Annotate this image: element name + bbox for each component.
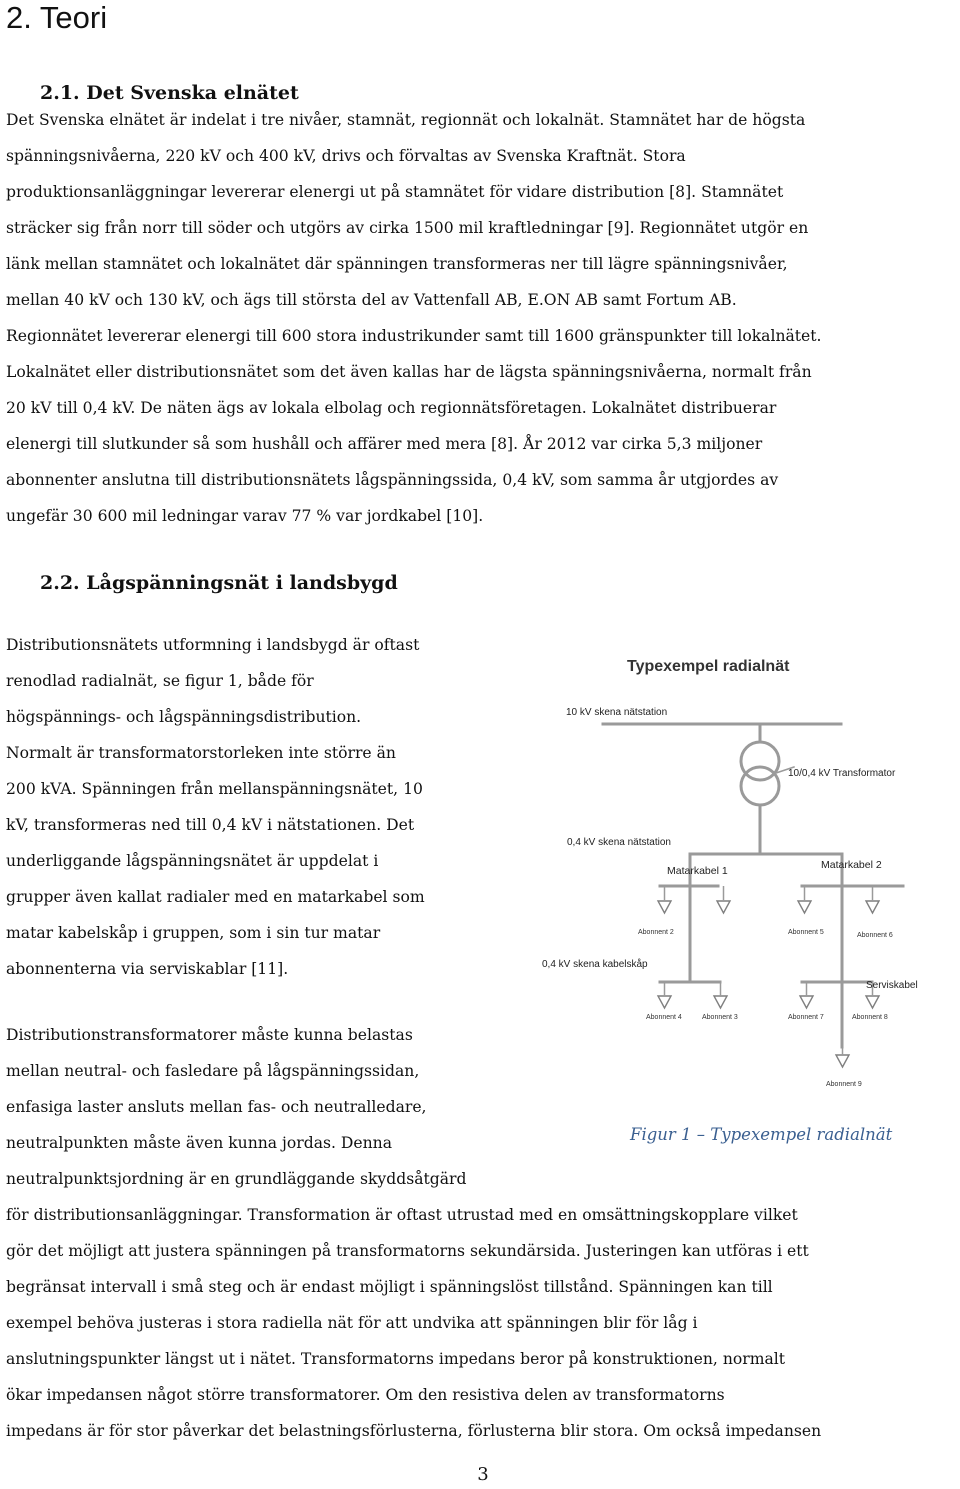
section-2-2-paragraph-1 — [6, 627, 425, 987]
label-subscriber-2: Abonnent 2 — [638, 929, 674, 936]
section-2-2-paragraph-3 — [6, 1197, 821, 1449]
text-line: exempel behöva justeras i stora radiella nät för att undvika att spänningen blir för låg i — [6, 1314, 698, 1332]
text-line: Regionnätet levererar elenergi till 600 stora industrikunder samt till 1600 gränspunkter till lokalnätet. — [6, 327, 822, 345]
text-line: produktionsanläggningar levererar elenergi ut på stamnätet för vidare distribution [8]. Stamnätet — [6, 183, 784, 201]
text-line: grupper även kallat radialer med en matarkabel som — [6, 888, 425, 906]
text-line: neutralpunktsjordning är en grundläggande skyddsåtgärd — [6, 1170, 467, 1188]
text-line: länk mellan stamnätet och lokalnätet där spänningen transformeras ner till lägre spänningsnivåer, — [6, 255, 788, 273]
figure-caption: Figur 1 – Typexempel radialnät — [630, 1125, 893, 1144]
text-line: högspännings- och lågspänningsdistribution. — [6, 708, 362, 726]
text-line: abonnenterna via serviskablar [11]. — [6, 960, 289, 978]
subscriber-6-icon — [866, 901, 879, 913]
text-line: underliggande lågspänningsnätet är uppdelat i — [6, 852, 379, 870]
subscriber-9-icon — [836, 1055, 849, 1067]
text-line: Distributionstransformatorer måste kunna belastas — [6, 1026, 413, 1044]
radial-network-diagram — [540, 645, 960, 1155]
text-line: renodlad radialnät, se figur 1, både för — [6, 672, 314, 690]
label-service-cable: Serviskabel — [866, 980, 918, 991]
text-line: anslutningspunkter längst ut i nätet. Transformatorns impedans beror på konstruktionen, normalt — [6, 1350, 786, 1368]
text-line: impedans är för stor påverkar det belastningsförlusterna, förlusterna blir stora. Om också impedansen — [6, 1422, 822, 1440]
subscriber-7-icon — [800, 996, 813, 1008]
section-2-2-paragraph-2 — [6, 1017, 466, 1197]
text-line: kV, transformeras ned till 0,4 kV i nätstationen. Det — [6, 816, 415, 834]
label-cabinet-busbar: 0,4 kV skena kabelskåp — [542, 959, 648, 970]
text-line: matar kabelskåp i gruppen, som i sin tur matar — [6, 924, 381, 942]
text-line: begränsat intervall i små steg och är endast möjligt i spänningslöst tillstånd. Spänningen kan till — [6, 1278, 773, 1296]
chapter-title: 2. Teori — [6, 0, 108, 35]
text-line: ungefär 30 600 mil ledningar varav 77 % var jordkabel [10]. — [6, 507, 484, 525]
subscriber-2-icon — [658, 901, 671, 913]
label-10kv-busbar: 10 kV skena nätstation — [566, 707, 668, 718]
text-line: Normalt är transformatorstorleken inte större än — [6, 744, 396, 762]
text-line: Lokalnätet eller distributionsnätet som det även kallas har de lägsta spänningsnivåerna, normalt från — [6, 363, 812, 381]
text-line: Distributionsnätets utformning i landsbygd är oftast — [6, 636, 420, 654]
label-subscriber-6: Abonnent 6 — [857, 932, 893, 939]
page-number: 3 — [477, 1464, 489, 1485]
radial-network-figure — [540, 645, 960, 1155]
text-line: neutralpunkten måste även kunna jordas. Denna — [6, 1134, 393, 1152]
label-subscriber-3: Abonnent 3 — [702, 1014, 738, 1021]
text-line: mellan 40 kV och 130 kV, och ägs till största del av Vattenfall AB, E.ON AB samt Fortum AB. — [6, 291, 737, 309]
label-feeder-2: Matarkabel 2 — [821, 859, 882, 871]
text-line: sträcker sig från norr till söder och utgörs av cirka 1500 mil kraftledningar [9]. Regionnätet utgör en — [6, 219, 809, 237]
label-subscriber-8: Abonnent 8 — [852, 1014, 888, 1021]
subscriber-5-icon — [798, 901, 811, 913]
text-line: elenergi till slutkunder så som hushåll och affärer med mera [8]. År 2012 var cirka 5,3 miljoner — [6, 435, 763, 453]
section-heading-2-1: 2.1. Det Svenska elnätet — [40, 82, 299, 104]
label-subscriber-7: Abonnent 7 — [788, 1014, 824, 1021]
section-2-1-paragraph — [6, 102, 822, 534]
text-line: abonnenter anslutna till distributionsnätets lågspänningssida, 0,4 kV, som samma år utgjordes av — [6, 471, 779, 489]
text-line: Det Svenska elnätet är indelat i tre nivåer, stamnät, regionnät och lokalnät. Stamnätet har de högsta — [6, 111, 806, 129]
text-line: enfasiga laster ansluts mellan fas- och neutralledare, — [6, 1098, 427, 1116]
text-line: ökar impedansen något större transformatorer. Om den resistiva delen av transformatorns — [6, 1386, 725, 1404]
text-line: spänningsnivåerna, 220 kV och 400 kV, drivs och förvaltas av Svenska Kraftnät. Stora — [6, 147, 686, 165]
subscriber-3-icon — [714, 996, 727, 1008]
subscriber-3-top-icon — [717, 901, 730, 913]
text-line: 20 kV till 0,4 kV. De näten ägs av lokala elbolag och regionnätsföretagen. Lokalnätet distribuerar — [6, 399, 777, 417]
transformer-secondary-winding — [741, 767, 779, 805]
text-line: 200 kVA. Spänningen från mellanspänningsnätet, 10 — [6, 780, 423, 798]
text-line: för distributionsanläggningar. Transformation är oftast utrustad med en omsättningskopplare vilket — [6, 1206, 798, 1224]
label-transformer: 10/0,4 kV Transformator — [788, 768, 896, 779]
label-subscriber-4: Abonnent 4 — [646, 1014, 682, 1021]
figure-title: Typexempel radialnät — [627, 658, 790, 675]
subscriber-8-icon — [866, 996, 879, 1008]
label-subscriber-9: Abonnent 9 — [826, 1081, 862, 1088]
text-line: gör det möjligt att justera spänningen på transformatorns sekundärsida. Justeringen kan utföras i ett — [6, 1242, 809, 1260]
label-subscriber-5: Abonnent 5 — [788, 929, 824, 936]
label-feeder-1: Matarkabel 1 — [667, 865, 728, 877]
label-04kv-busbar: 0,4 kV skena nätstation — [567, 837, 671, 848]
text-line: mellan neutral- och fasledare på lågspänningssidan, — [6, 1062, 420, 1080]
subscriber-4-icon — [658, 996, 671, 1008]
section-heading-2-2: 2.2. Lågspänningsnät i landsbygd — [40, 572, 398, 594]
